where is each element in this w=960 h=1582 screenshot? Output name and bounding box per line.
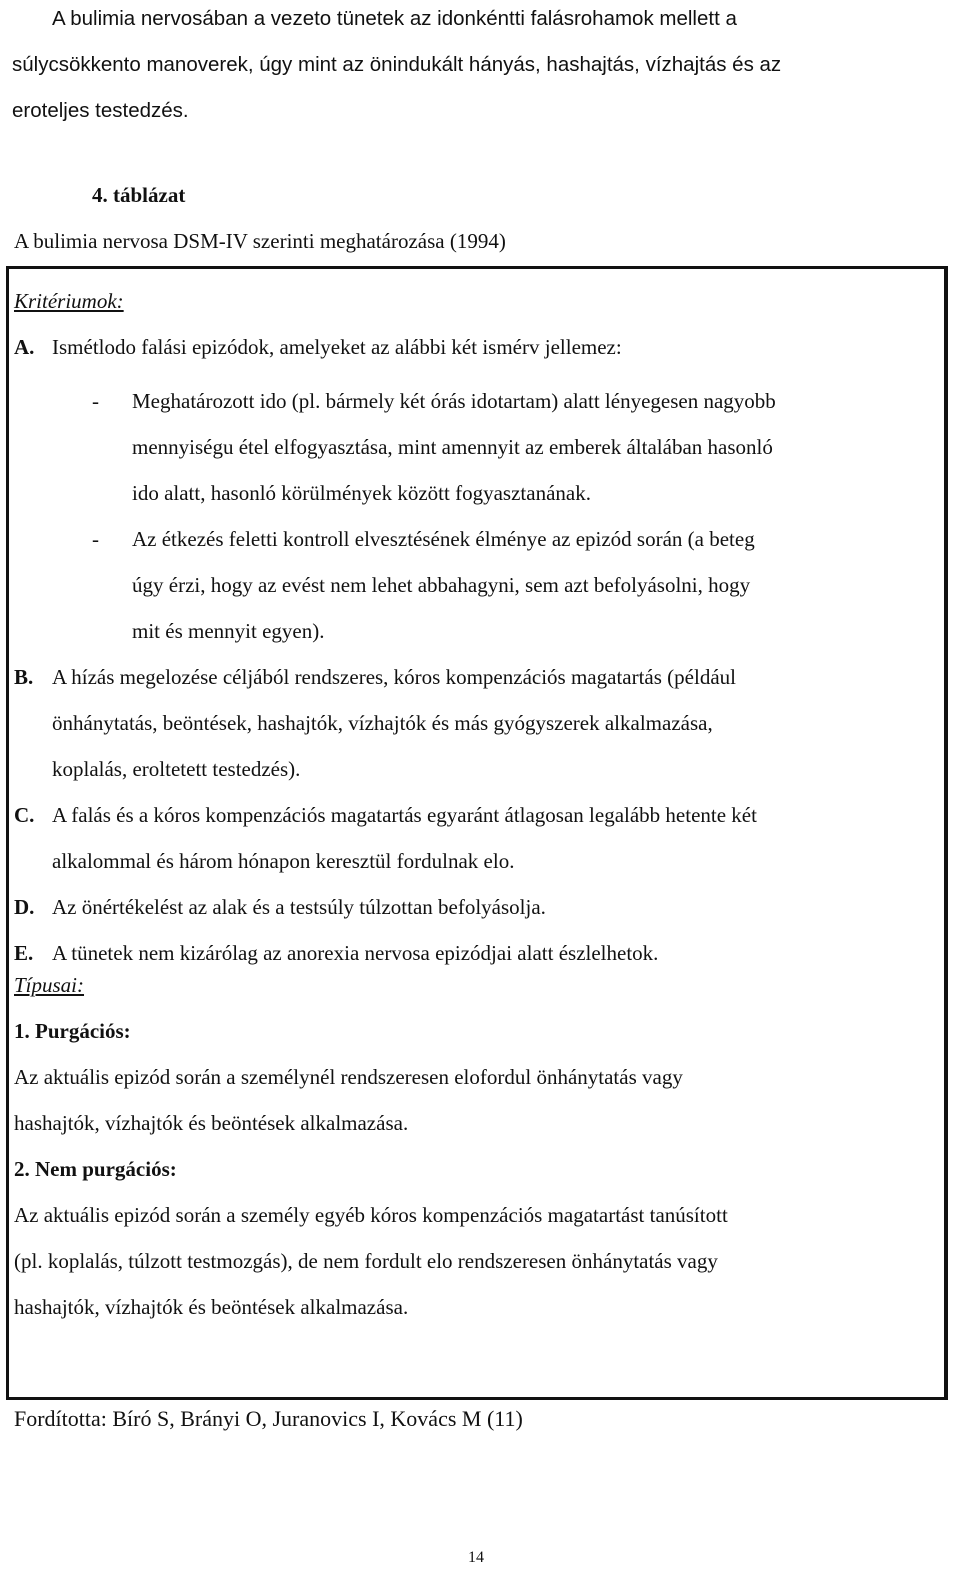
criterion-b-line-3: koplalás, eroltetett testedzés). — [52, 757, 301, 781]
criterion-c-letter: C. — [14, 803, 35, 827]
type-purging-title: 1. Purgációs: — [14, 1019, 131, 1043]
type-purging-line-1: Az aktuális epizód során a személynél rendszeresen elofordul önhánytatás vagy — [14, 1065, 683, 1089]
criterion-a-letter: A. — [14, 335, 35, 359]
criterion-e-text: A tünetek nem kizárólag az anorexia nervosa epizódjai alatt észlelhetok. — [52, 941, 659, 965]
intro-paragraph — [12, 0, 932, 134]
criterion-a-item-1-line-1: Meghatározott ido (pl. bármely két órás idotartam) alatt lényegesen nagyobb — [132, 389, 776, 413]
criterion-a-item-1-dash: - — [92, 389, 99, 413]
criterion-c-line-1: A falás és a kóros kompenzációs magatartás egyaránt átlagosan legalább hetente két — [52, 803, 757, 827]
criterion-d-letter: D. — [14, 895, 35, 919]
criterion-b-letter: B. — [14, 665, 34, 689]
criterion-a-item-2-line-2: úgy érzi, hogy az evést nem lehet abbahagyni, sem azt befolyásolni, hogy — [132, 573, 751, 597]
type-nonpurging-line-1: Az aktuális epizód során a személy egyéb kóros kompenzációs magatartást tanúsított — [14, 1203, 728, 1227]
criterion-a-item-2-line-1: Az étkezés feletti kontroll elvesztésének élménye az epizód során (a beteg — [132, 527, 755, 551]
type-nonpurging-line-2: (pl. koplalás, túlzott testmozgás), de nem fordult elo rendszeresen önhánytatás vagy — [14, 1249, 718, 1273]
page-number: 14 — [468, 1549, 484, 1566]
criterion-b-line-1: A hízás megelozése céljából rendszeres, kóros kompenzációs magatartás (például — [52, 665, 736, 689]
translator-credit: Fordította: Bíró S, Brányi O, Juranovics I, Kovács M (11) — [14, 1406, 523, 1431]
table-number: 4. táblázat — [92, 183, 186, 207]
table-title: A bulimia nervosa DSM-IV szerinti meghatározása (1994) — [14, 229, 506, 253]
criterion-c-line-2: alkalommal és három hónapon keresztül fordulnak elo. — [52, 849, 515, 873]
criterion-b-line-2: önhánytatás, beöntések, hashajtók, vízhajtók és más gyógyszerek alkalmazása, — [52, 711, 713, 735]
criteria-heading: Kritériumok: — [14, 289, 124, 313]
criterion-d-text: Az önértékelést az alak és a testsúly túlzottan befolyásolja. — [52, 895, 546, 919]
type-nonpurging-line-3: hashajtók, vízhajtók és beöntések alkalmazása. — [14, 1295, 409, 1319]
intro-line-1: A bulimia nervosában a vezeto tünetek az idonkéntti falásrohamok mellett a — [52, 7, 737, 30]
types-heading: Típusai: — [14, 973, 85, 997]
intro-line-2: súlycsökkento manoverek, úgy mint az önindukált hányás, hashajtás, vízhajtás és az — [12, 53, 782, 76]
criterion-a-item-1-line-2: mennyiségu étel elfogyasztása, mint amennyit az emberek általában hasonló — [132, 435, 773, 459]
criterion-e-letter: E. — [14, 941, 34, 965]
type-purging-line-2: hashajtók, vízhajtók és beöntések alkalmazása. — [14, 1111, 409, 1135]
criterion-a-item-2-line-3: mit és mennyit egyen). — [132, 619, 325, 643]
criterion-a-item-1-line-3: ido alatt, hasonló körülmények között fogyasztanának. — [132, 481, 591, 505]
criterion-a-text: Ismétlodo falási epizódok, amelyeket az alábbi két ismérv jellemez: — [52, 335, 622, 359]
type-nonpurging-title: 2. Nem purgációs: — [14, 1157, 177, 1181]
intro-line-3: eroteljes testedzés. — [12, 99, 189, 122]
criterion-a-item-2-dash: - — [92, 527, 99, 551]
